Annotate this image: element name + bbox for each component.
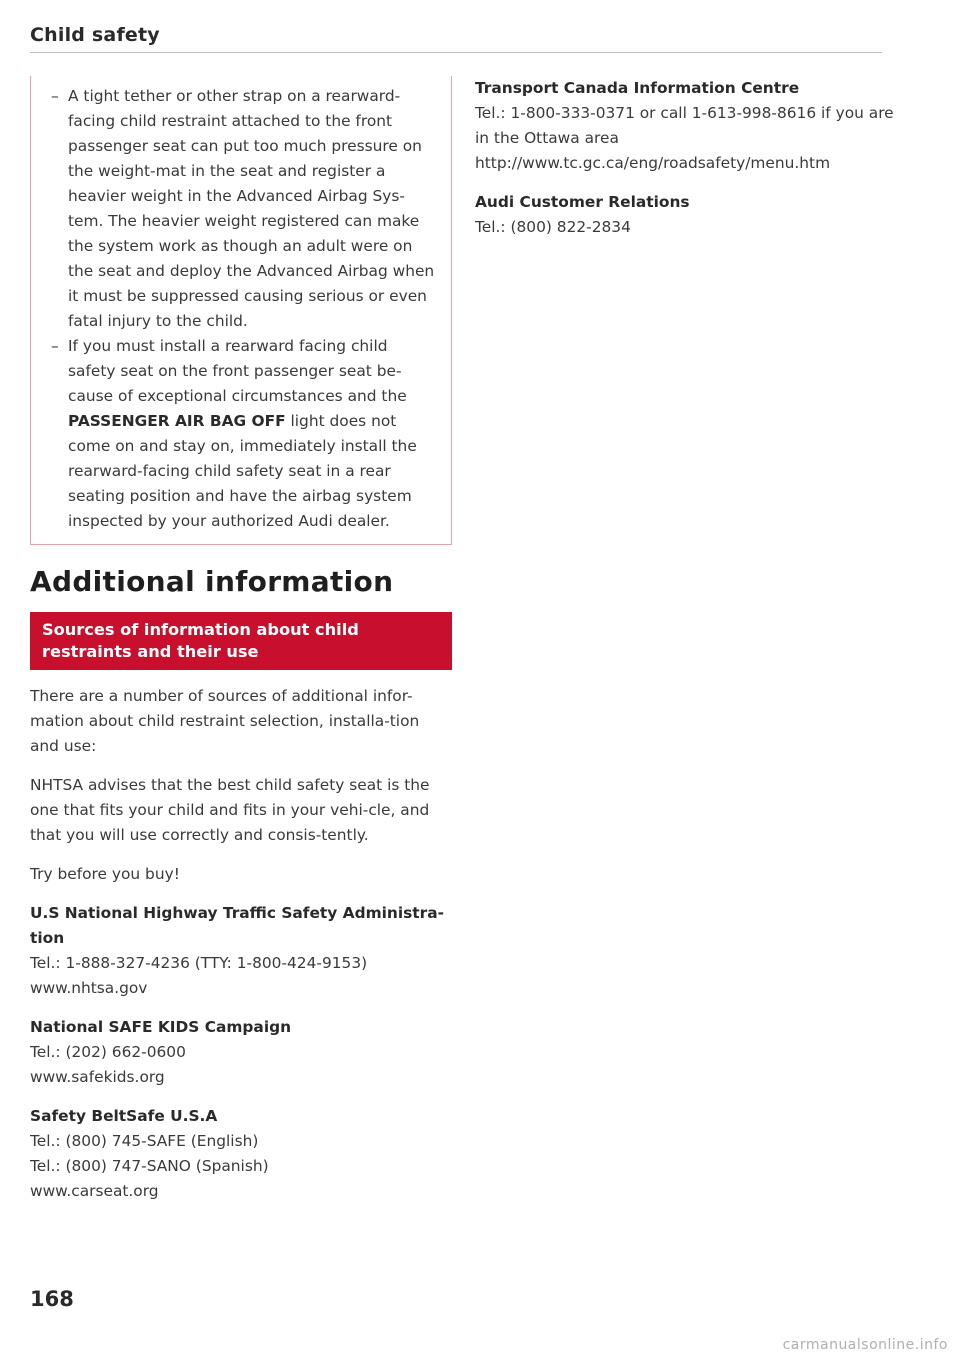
section-banner: Sources of information about child restraints and their use <box>30 612 452 670</box>
section-title: Additional information <box>30 565 394 598</box>
warning-bullet-2-text-after: light does not come on and stay on, immediately install the rearward-facing child safety seat in a rear seating position and have the airbag system inspected by your authorized Audi dealer. <box>68 412 417 530</box>
contact-line: Tel.: (202) 662-0600 <box>30 1043 186 1061</box>
passenger-airbag-off-label: PASSENGER AIR BAG OFF <box>68 412 286 430</box>
intro-paragraph: There are a number of sources of additional infor-mation about child restraint selection, installa-tion and use: <box>30 687 420 755</box>
page-header-title: Child safety <box>30 24 160 46</box>
contact-url[interactable]: www.safekids.org <box>30 1068 165 1086</box>
contact-nhtsa <box>30 901 452 1001</box>
contact-url[interactable]: http://www.tc.gc.ca/eng/roadsafety/menu.htm <box>475 154 831 172</box>
warning-bullet-2 <box>51 334 435 534</box>
watermark[interactable]: carmanualsonline.info <box>782 1337 948 1353</box>
contact-line: Tel.: 1-800-333-0371 or call 1-613-998-8616 if you are in the Ottawa area <box>475 104 894 147</box>
contact-beltsafe <box>30 1104 452 1204</box>
warning-box <box>30 76 452 545</box>
contact-name: Audi Customer Relations <box>475 193 690 211</box>
dash-marker: – <box>51 87 59 105</box>
contact-name: Safety BeltSafe U.S.A <box>30 1107 218 1125</box>
warning-bullet-2-text-before: If you must install a rearward facing child safety seat on the front passenger seat be-cause of exceptional circumstances and the <box>68 337 407 405</box>
warning-bullet-1 <box>51 84 435 334</box>
contact-url[interactable]: www.carseat.org <box>30 1182 159 1200</box>
contact-audi-relations <box>475 190 895 240</box>
contact-safe-kids <box>30 1015 452 1090</box>
page-number: 168 <box>30 1287 74 1311</box>
warning-bullet-1-text: A tight tether or other strap on a rearward-facing child restraint attached to the front passenger seat can put too much pressure on the weight-mat in the seat and register a heavier weight in the Advanced Airbag Sys-tem. The heavier weight registered can make the system work as though an adult were on the seat and deploy the Advanced Airbag when it must be suppressed causing serious or even fatal injury to the child. <box>68 87 435 330</box>
contact-line: Tel.: 1-888-327-4236 (TTY: 1-800-424-9153) <box>30 954 368 972</box>
contact-line: Tel.: (800) 745-SAFE (English) <box>30 1132 259 1150</box>
contact-name: U.S National Highway Traffic Safety Administra-tion <box>30 904 445 947</box>
header-divider <box>30 52 882 53</box>
contact-transport-canada <box>475 76 895 176</box>
contact-line: Tel.: (800) 747-SANO (Spanish) <box>30 1157 269 1175</box>
contact-name: Transport Canada Information Centre <box>475 79 800 97</box>
contact-url[interactable]: www.nhtsa.gov <box>30 979 148 997</box>
advice-paragraph: NHTSA advises that the best child safety seat is the one that fits your child and fits in your vehi-cle, and that you will use correctly and consis-tently. <box>30 776 430 844</box>
try-paragraph: Try before you buy! <box>30 865 180 883</box>
dash-marker: – <box>51 337 59 355</box>
right-column <box>475 76 895 240</box>
contact-line: Tel.: (800) 822-2834 <box>475 218 631 236</box>
left-column <box>30 76 452 1204</box>
contact-name: National SAFE KIDS Campaign <box>30 1018 292 1036</box>
